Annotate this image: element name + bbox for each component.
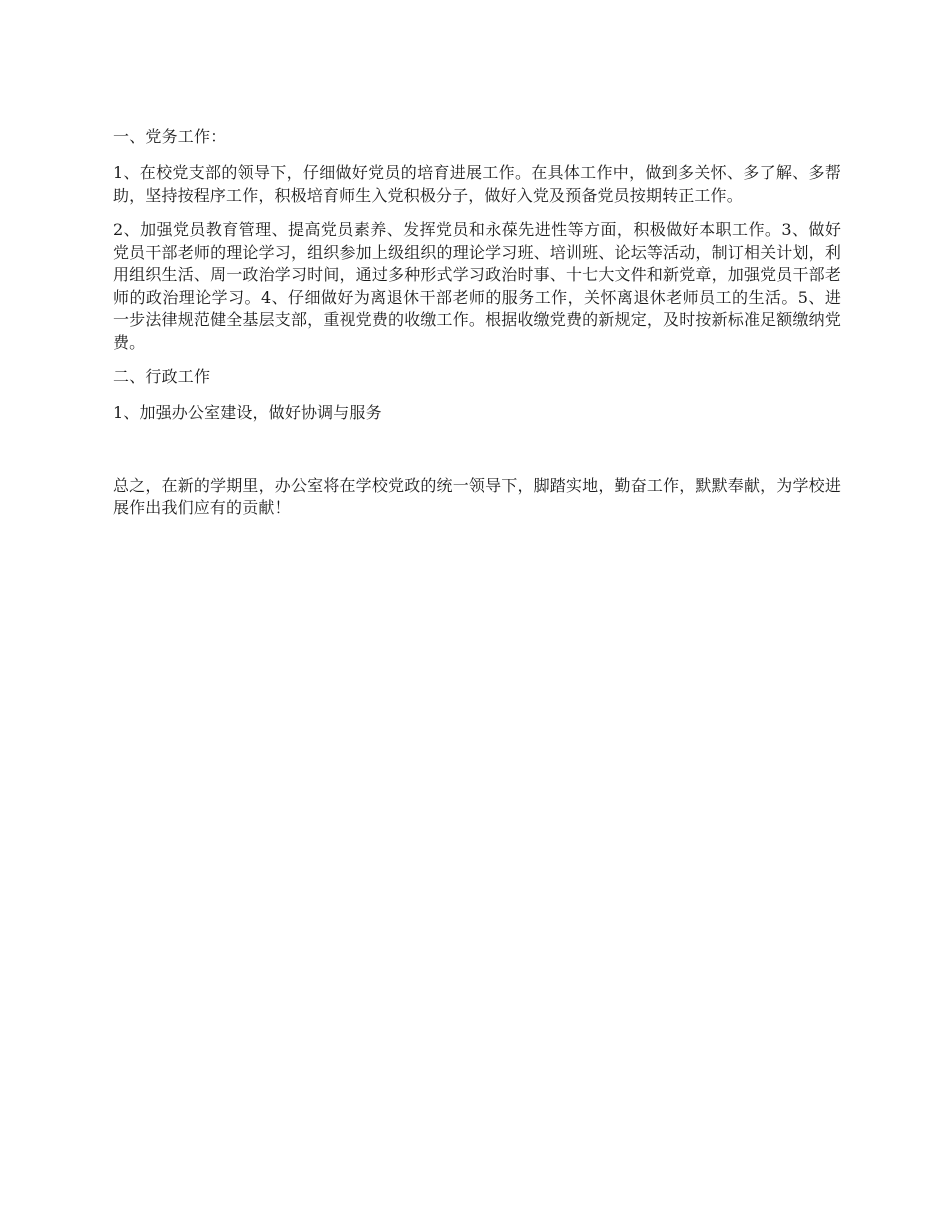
party-work-item-2-5: 2、加强党员教育管理、提高党员素养、发挥党员和永葆先进性等方面，积极做好本职工作。3、做好党员干部老师的理论学习，组织参加上级组织的理论学习班、培训班、论坛等活动，制订相关计划，利用组织生活、周一政治学习时间，通过多种形式学习政治时事、十七大文件和新党章，加强党员干部老师的政治理论学习。4、仔细做好为离退休干部老师的服务工作，关怀离退休老师员工的生活。5、进一步法律规范健全基层支部，重视党费的收缴工作。根据收缴党费的新规定，及时按新标准足额缴纳党费。 (113, 220, 841, 352)
document-body (113, 126, 841, 532)
conclusion-paragraph: 总之，在新的学期里，办公室将在学校党政的统一领导下，脚踏实地，勤奋工作，默默奉献，为学校进展作出我们应有的贡献！ (113, 475, 841, 517)
section-heading-party-work: 一、党务工作： (113, 127, 227, 146)
section-heading-admin-work: 二、行政工作 (113, 367, 211, 386)
blank-spacer (113, 437, 841, 475)
admin-work-item-1: 1、加强办公室建设，做好协调与服务 (113, 403, 382, 422)
party-work-item-1: 1、在校党支部的领导下，仔细做好党员的培育进展工作。在具体工作中，做到多关怀、多了解、多帮助，坚持按程序工作，积极培育师生入党积极分子，做好入党及预备党员按期转正工作。 (113, 163, 841, 205)
